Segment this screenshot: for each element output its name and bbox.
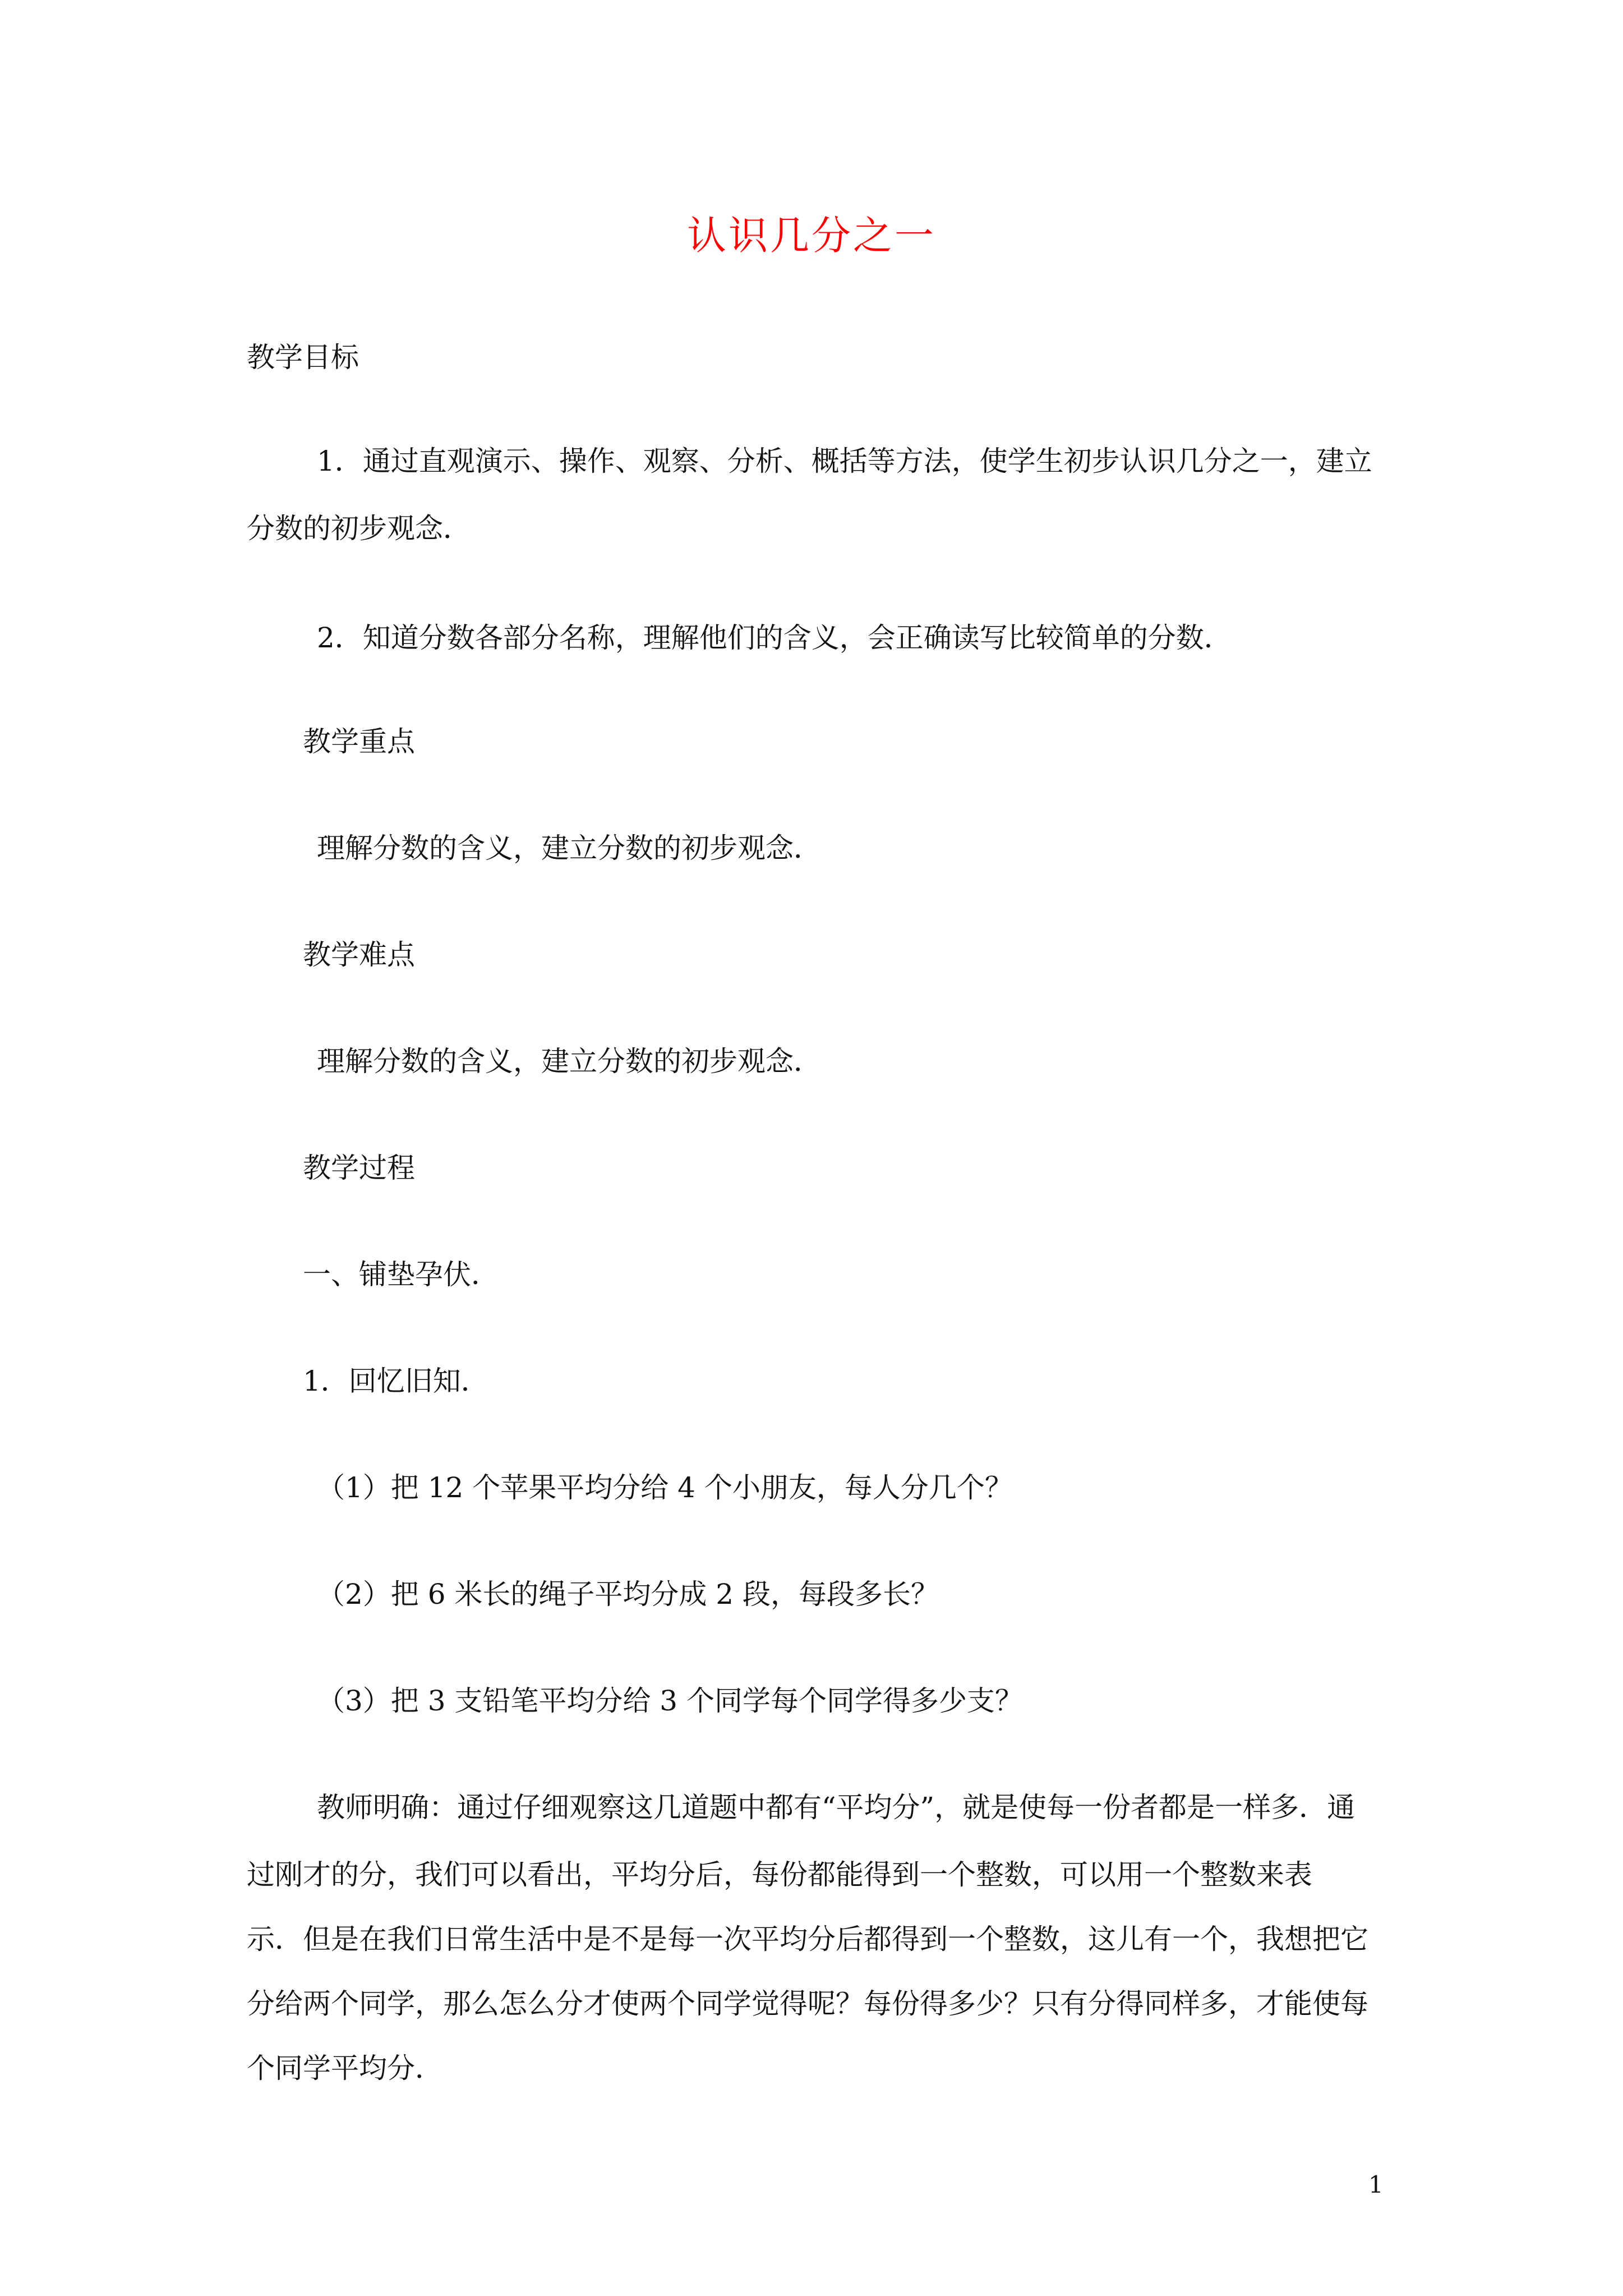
teacher-note-line-1: 教师明确：通过仔细观察这几道题中都有“平均分”，就是使每一份者都是一样多．通	[317, 1791, 1355, 1824]
question-3: （3）把 3 支铅笔平均分给 3 个同学每个同学得多少支？	[317, 1685, 1023, 1717]
key-points-text: 理解分数的含义，建立分数的初步观念．	[317, 832, 822, 864]
objective-1-line-2: 分数的初步观念．	[247, 512, 471, 545]
process-heading: 教学过程	[303, 1152, 415, 1184]
question-2: （2）把 6 米长的绳子平均分成 2 段，每段多长？	[317, 1578, 939, 1611]
difficulties-text: 理解分数的含义，建立分数的初步观念．	[317, 1045, 822, 1078]
step-1-1: 1．回忆旧知．	[303, 1365, 489, 1397]
objective-2: 2．知道分数各部分名称，理解他们的含义，会正确读写比较简单的分数．	[317, 622, 1232, 654]
step-1-heading: 一、铺垫孕伏．	[303, 1258, 499, 1291]
teacher-note-line-3: 示．但是在我们日常生活中是不是每一次平均分后都得到一个整数，这儿有一个，我想把它	[247, 1923, 1368, 1955]
question-1: （1）把 12 个苹果平均分给 4 个小朋友，每人分几个？	[317, 1471, 1013, 1504]
document-title: 认识几分之一	[687, 213, 936, 259]
page-number: 1	[1368, 2171, 1384, 2198]
teacher-note-line-4: 分给两个同学，那么怎么分才使两个同学觉得呢？每份得多少？只有分得同样多，才能使每	[247, 1987, 1368, 2020]
teacher-note-line-2: 过刚才的分，我们可以看出，平均分后，每份都能得到一个整数，可以用一个整数来表	[247, 1858, 1312, 1891]
key-points-heading: 教学重点	[303, 725, 415, 758]
difficulties-heading: 教学难点	[303, 938, 415, 971]
objective-1-line-1: 1．通过直观演示、操作、观察、分析、概括等方法，使学生初步认识几分之一，建立	[317, 445, 1372, 477]
teacher-note-line-5: 个同学平均分．	[247, 2052, 443, 2085]
objectives-heading: 教学目标	[247, 341, 359, 374]
